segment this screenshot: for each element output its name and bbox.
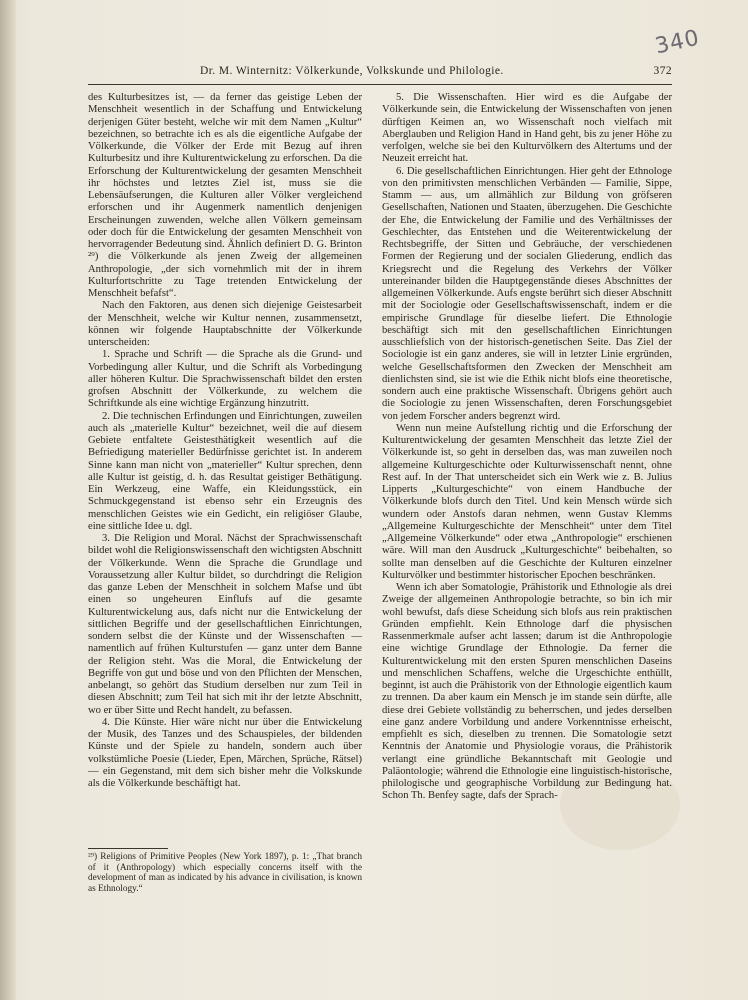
paragraph: 2. Die technischen Erfindungen und Einrichtungen, zuweilen auch als „materielle Kultur“ bezeichnet, weil die auf diesem Gebiete entfaltete Geistesthätigkeit wesentlich auf die Befriedigung materieller Bedürfnisse gerichtet ist. In anderem Sinne kann man nicht von „materieller“ Kultur sprechen, denn alle Kultur ist geistig, d. h. das Resultat geistiger Bethätigung. Ein Werkzeug, eine Waffe, ein Kleidungsstück, ein Schmuckgegenstand ist ebenso sehr ein Erzeugnis des menschlichen Geistes wie ein Gedicht, ein religiöser Glaube, eine sittliche Idee u. dgl. [88,410,362,532]
footnote-rule [88,848,168,849]
paragraph: Wenn ich aber Somatologie, Prähistorik und Ethnologie als drei Zweige der allgemeinen Anthropologie betrachte, so bin ich mir wohl bewufst, dafs diese Scheidung sich blofs aus rein praktischen Gründen empfiehlt. Kein Ethnologe darf die physischen Rassenmerkmale aufser acht lassen; darum ist die Anthropologie eine wichtige Grundlage der Ethnologie. Da ferner die Kulturentwickelung mit den ersten Spuren menschlichen Daseins und menschlichen Schaffens, welche die Urgeschichte enthüllt, beginnt, ist auch die Prähistorik von der Ethnologie eigentlich kaum zu trennen. Da aber kaum ein Mensch je im stande sein dürfte, alle diese drei Gebiete vollständig zu beherrschen, und jedes derselben eine ganz andere Vorbildung und andere Vorkenntnisse erheischt, empfiehlt es sich, dieselben zu trennen. Die Somatologie setzt Kenntnis der Anatomie und Physiologie voraus, die Prähistorik verlangt eine gründliche Bekanntschaft mit Geologie und Paläontologie; während die Ethnologie eine linguistisch-historische, philologische und geographische Vorbildung zur Bedingung hat. Schon Th. Benfey sagte, dafs der Sprach- [382,582,672,802]
paragraph: 6. Die gesellschaftlichen Einrichtungen. Hier geht der Ethnologe von den primitivsten menschlichen Verbänden — Familie, Sippe, Stamm — aus, um allmählich zur Bildung von gröfseren Gesellschaften, Nationen und Staaten, überzugehen. Die Geschichte der Ehe, die Entwickelung der Familie und des Verhältnisses der Geschlechter, das Entstehen und die Weiterentwickelung der Rechtsbegriffe, der Sitten und Gebräuche, der verschiedenen Formen der Regierung und der socialen Gliederung, endlich das Kriegsrecht und die Regelung des Verkehrs der Völker untereinander bilden die Hauptgegenstände dieses Abschnittes der allgemeinen Völkerkunde. Aufs engste berührt sich dieser Abschnitt mit der Sociologie oder Gesellschaftswissenschaft, indem er die empirische Grundlage für dieselbe liefert. Die Ethnologie beschäftigt sich mit den gesellschaftlichen Einrichtungen ausschliefslich von der historisch-genetischen Seite. Das Ziel der Sociologie ist ein ganz anderes, sie will in letzter Linie ergründen, welche Gesellschaftsformen den Zwecken der Menschheit am dienlichsten sind, sie ist wie die Ethik nicht blofs eine theoretische, sondern auch eine praktische Wissenschaft. Übrigens gehört auch die Sociologie zu jenen Wissenschaften, deren Forschungsgebiet von jedem Forscher anders begrenzt wird. [382,165,672,422]
left-column [88,92,362,790]
paragraph: Nach den Faktoren, aus denen sich diejenige Geistesarbeit der Menschheit, welche wir Kultur nennen, zusammensetzt, können wir folgende Hauptabschnitte der Völkerkunde unterscheiden: [88,300,362,348]
handwritten-page-annotation: 340 [652,25,703,60]
header-rule [88,84,672,85]
paragraph: 1. Sprache und Schrift — die Sprache als die Grund- und Vorbedingung aller Kultur, und die Schrift als Vorbedingung aller höheren Kultur. Die Sprachwissenschaft bildet den ersten grofsen Abschnitt der Völkerkunde, zu welchem die Schriftkunde als eine wichtige Ergänzung hinzutritt. [88,349,362,410]
book-spine-shadow [0,0,16,1000]
paragraph: des Kulturbesitzes ist, — da ferner das geistige Leben der Menschheit wesentlich in der Schaffung und Entwickelung derjenigen Güter besteht, welche wir mit dem Namen „Kultur“ bezeichnen, so betrachte ich es als die eigentliche Aufgabe der Völkerkunde, die Völker der Erde mit Bezug auf ihren Kulturbesitz und ihre Kulturentwickelung zu erforschen. Da die Erforschung der Kulturentwickelung der gesamten Menschheit ihr höchstes und letztes Ziel ist, muss sie die Lebensäufserungen, die Kulturen aller Völker vergleichend erforschen und ihr Augenmerk namentlich denjenigen Erscheinungen zuwenden, welche allen Völkern gemeinsam oder doch für die Entwickelung der gesamten Menschheit von hervorragender Bedeutung sind. Ähnlich definiert D. G. Brinton ²⁹) die Völkerkunde als jenen Zweig der allgemeinen Anthropologie, „der sich vornehmlich mit der in ihrem Kulturfortschritte zu Tage tretenden Entwickelung der Menschheit befafst“. [88,92,362,299]
page-number: 372 [653,65,672,77]
paragraph: 5. Die Wissenschaften. Hier wird es die Aufgabe der Völkerkunde sein, die Entwickelung der Wissenschaften von jenen dürftigen Keimen an, wo Wissenschaft noch vielfach mit Aberglauben und Religion Hand in Hand geht, bis zu jener Höhe zu verfolgen, welche sie bei den Kulturvölkern des Altertums und der Neuzeit erreicht hat. [382,92,672,165]
right-column [382,92,672,803]
paragraph: Wenn nun meine Aufstellung richtig und die Erforschung der Kulturentwickelung der gesamten Menschheit das letzte Ziel der Völkerkunde ist, so geht in derselben das, was man zuweilen noch allgemeine Kulturgeschichte oder Kulturwissenschaft nennt, ohne Rest auf. In der That unterscheidet sich ein Werk wie z. B. Julius Lipperts „Kulturgeschichte“ von einem Handbuche der Völkerkunde blofs durch den Titel. Und kein Mensch würde sich wundern oder Anstofs daran nehmen, wenn Gustav Klemms „Allgemeine Kulturgeschichte der Menschheit“ unter dem Titel „Allgemeine Völkerkunde“ oder etwa „Anthropologie“ erschienen wäre. Will man den Ausdruck „Kulturgeschichte“ beibehalten, so sollte man denselben auf die Geschichte der Kulturen einzelner Kulturvölker und bestimmter historischer Epochen beschränken. [382,422,672,581]
paragraph: 4. Die Künste. Hier wäre nicht nur über die Entwickelung der Musik, des Tanzes und des Schauspieles, der bildenden Künste und der Spiele zu handeln, sondern auch über volkstümliche Poesie (Lieder, Epen, Märchen, Sprüche, Rätsel) — ein Gegenstand, mit dem sich bisher mehr die Volkskunde als die Völkerkunde beschäftigt hat. [88,716,362,789]
running-header-title: Dr. M. Winternitz: Völkerkunde, Volkskunde und Philologie. [200,65,504,77]
footnote: ²⁹) Religions of Primitive Peoples (New York 1897), p. 1: „That branch of it (Anthropology) which especially concerns itself with the development of man as indicated by his advance in civilisation, is known as Ethnology.“ [88,852,362,894]
paragraph: 3. Die Religion und Moral. Nächst der Sprachwissenschaft bildet wohl die Religionswissenschaft den wichtigsten Abschnitt der Völkerkunde. Wenn die Sprache die Grundlage und Voraussetzung aller Kultur bildet, so durchdringt die Religion das ganze Leben der Menschheit in solchem Mafse und übt einen so ungeheuren Einflufs auf die gesamte Kulturentwickelung aus, dafs nicht nur die Entwickelung der sittlichen Begriffe und der gesellschaftlichen Einrichtungen, sondern selbst die der Künste und der Wissenschaften — namentlich auf frühen Kulturstufen — ganz unter dem Banne der Religion steht. Was die Moral, die Entwickelung der Begriffe von gut und böse und von den Pflichten der Menschen, anbelangt, so gehört das Studium derselben nur zum Teil in diesen Abschnitt; zum Teil hat sich mit ihr der letzte Abschnitt, wo er über Sitte und Recht handelt, zu befassen. [88,533,362,716]
running-header [88,65,672,81]
